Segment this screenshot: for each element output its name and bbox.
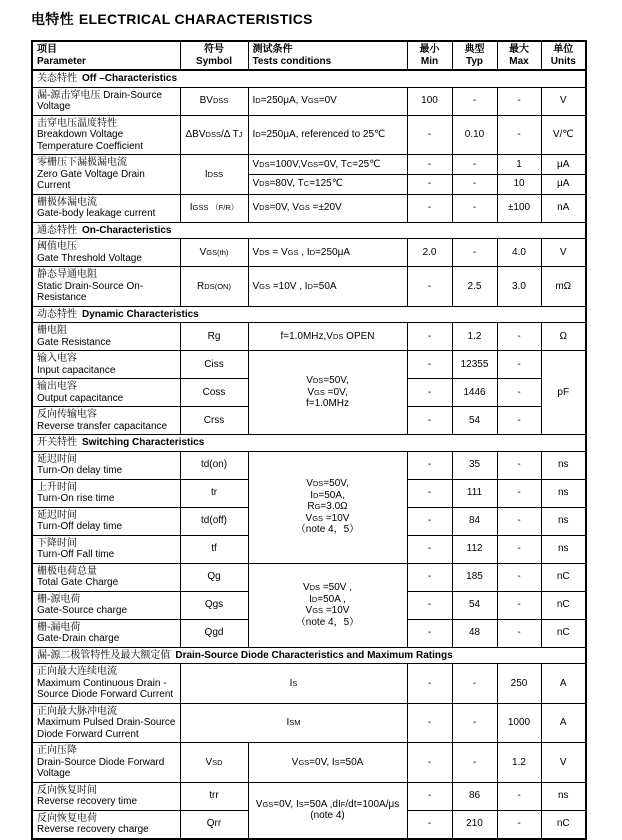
symbol-cell: IGSS （F/R）	[180, 194, 248, 222]
symbol-cell: VGS(th)	[180, 239, 248, 267]
conditions-cell: VDS =50V , ID=50A , VGS =10V （note 4，5）	[248, 563, 407, 647]
parameter-en: Gate Resistance	[37, 336, 111, 348]
typ-cell: 35	[452, 451, 497, 479]
parameter-zh: 上升时间	[37, 481, 77, 493]
parameter-cell	[32, 267, 180, 307]
min-cell: -	[407, 407, 452, 435]
header-units	[541, 41, 586, 70]
section-header	[32, 435, 586, 452]
symbol-cell: tr	[180, 479, 248, 507]
units-cell: A	[541, 664, 586, 704]
min-cell: -	[407, 810, 452, 839]
header-min-en: Min	[420, 55, 439, 67]
min-cell: -	[407, 451, 452, 479]
max-cell: -	[497, 591, 541, 619]
symbol-cell: Crss	[180, 407, 248, 435]
parameter-cell	[32, 535, 180, 563]
section-title-en: Off –Characteristics	[82, 73, 178, 84]
header-symbol-en: Symbol	[195, 55, 233, 67]
header-conditions-en: Tests conditions	[252, 55, 332, 67]
parameter-en: Gate-Source charge	[37, 605, 128, 616]
parameter-en: Reverse transfer capacitance	[37, 420, 168, 432]
min-cell: -	[407, 155, 452, 175]
min-cell: -	[407, 535, 452, 563]
parameter-cell	[32, 323, 180, 351]
max-cell: -	[497, 507, 541, 535]
max-cell: -	[497, 407, 541, 435]
parameter-zh: 反向恢复时间	[37, 784, 97, 796]
min-cell: -	[407, 782, 452, 810]
table-row	[32, 782, 586, 810]
parameter-en: Static Drain-Source On-Resistance	[37, 280, 144, 303]
parameter-en: Maximum Continuous Drain -Source Diode Forward Current	[37, 677, 174, 700]
units-cell: nA	[541, 194, 586, 222]
header-parameter	[32, 41, 180, 70]
parameter-zh: 栅极电荷总量	[37, 565, 97, 577]
parameter-en: Gate-body leakage current	[37, 208, 156, 219]
typ-cell: -	[452, 743, 497, 783]
parameter-cell	[32, 619, 180, 647]
parameter-en: Maximum Pulsed Drain-Source Diode Forward Current	[37, 717, 176, 740]
typ-cell: 48	[452, 619, 497, 647]
parameter-zh: 栅-源电荷	[37, 593, 81, 605]
symbol-cell: BVDSS	[180, 87, 248, 115]
parameter-en: Reverse recovery charge	[37, 824, 149, 835]
max-cell: 250	[497, 664, 541, 704]
symbol-cell: Qrr	[180, 810, 248, 839]
conditions-cell: VDS=0V, VGS =±20V	[248, 194, 407, 222]
parameter-zh: 输入电容	[37, 353, 77, 364]
units-cell: ns	[541, 451, 586, 479]
conditions-cell: VGS=0V, IS=50A ,dIF/dt=100A/μs (note 4)	[248, 782, 407, 839]
parameter-zh: 延迟时间	[37, 453, 77, 465]
max-cell: -	[497, 115, 541, 155]
section-title-zh: 漏-源二极管特性及最大额定值	[37, 649, 176, 661]
header-typ-zh: 典型	[464, 44, 485, 55]
parameter-zh: 零栅压下漏极漏电流	[37, 157, 127, 168]
section-row	[32, 647, 586, 664]
typ-cell: -	[452, 155, 497, 175]
units-cell: ns	[541, 535, 586, 563]
parameter-zh: 正向压降	[37, 745, 77, 756]
typ-cell: 54	[452, 407, 497, 435]
symbol-cell: Coss	[180, 379, 248, 407]
parameter-en: Gate Threshold Voltage	[37, 252, 142, 264]
units-cell: μA	[541, 174, 586, 194]
parameter-en: Zero Gate Voltage Drain Current	[37, 168, 145, 191]
max-cell: 3.0	[497, 267, 541, 307]
typ-cell: 86	[452, 782, 497, 810]
units-cell: ns	[541, 507, 586, 535]
units-cell: nC	[541, 810, 586, 839]
typ-cell: -	[452, 664, 497, 704]
symbol-cell: ISM	[180, 703, 407, 743]
max-cell: -	[497, 351, 541, 379]
max-cell: -	[497, 535, 541, 563]
units-cell: V	[541, 87, 586, 115]
min-cell: -	[407, 507, 452, 535]
typ-cell: 111	[452, 479, 497, 507]
max-cell: 1000	[497, 703, 541, 743]
parameter-en: Reverse recovery time	[37, 796, 138, 807]
section-header	[32, 647, 586, 664]
section-title-en: Dynamic Characteristics	[82, 308, 199, 320]
min-cell: -	[407, 743, 452, 783]
typ-cell: -	[452, 239, 497, 267]
parameter-cell	[32, 194, 180, 222]
parameter-cell	[32, 563, 180, 591]
table-header-row	[32, 41, 586, 70]
max-cell: 1	[497, 155, 541, 175]
header-symbol	[180, 41, 248, 70]
header-symbol-zh: 符号	[204, 44, 224, 55]
typ-cell: 112	[452, 535, 497, 563]
min-cell: -	[407, 379, 452, 407]
conditions-cell: VDS=80V, TC=125℃	[248, 174, 407, 194]
max-cell: -	[497, 451, 541, 479]
parameter-cell	[32, 810, 180, 839]
typ-cell: 185	[452, 563, 497, 591]
max-cell: -	[497, 810, 541, 839]
header-units-en: Units	[550, 55, 576, 67]
header-units-zh: 单位	[553, 44, 574, 55]
min-cell: -	[407, 664, 452, 704]
section-title-zh: 通态特性	[37, 224, 82, 236]
parameter-cell	[32, 743, 180, 783]
max-cell: 10	[497, 174, 541, 194]
table-row	[32, 267, 586, 307]
max-cell: -	[497, 782, 541, 810]
parameter-cell	[32, 591, 180, 619]
min-cell: -	[407, 591, 452, 619]
section-header	[32, 70, 586, 87]
conditions-cell: VGS=0V, IS=50A	[248, 743, 407, 783]
parameter-cell	[32, 479, 180, 507]
typ-cell: 1.2	[452, 323, 497, 351]
conditions-cell: f=1.0MHz,VDS OPEN	[248, 323, 407, 351]
typ-cell: 210	[452, 810, 497, 839]
parameter-en: Turn-On rise time	[37, 493, 115, 504]
section-row	[32, 306, 586, 323]
units-cell: nC	[541, 591, 586, 619]
section-row	[32, 222, 586, 239]
parameter-en: Breakdown Voltage Temperature Coefficient	[37, 129, 143, 152]
min-cell: -	[407, 619, 452, 647]
units-cell: mΩ	[541, 267, 586, 307]
max-cell: -	[497, 87, 541, 115]
min-cell: -	[407, 703, 452, 743]
section-title-en: On-Characteristics	[82, 224, 172, 236]
table-row	[32, 239, 586, 267]
max-cell: -	[497, 563, 541, 591]
parameter-en: Output capacitance	[37, 392, 124, 404]
typ-cell: -	[452, 703, 497, 743]
parameter-cell	[32, 507, 180, 535]
parameter-en: Total Gate Charge	[37, 577, 119, 588]
min-cell: -	[407, 115, 452, 155]
max-cell: -	[497, 619, 541, 647]
parameter-cell	[32, 87, 180, 115]
units-cell: nC	[541, 619, 586, 647]
parameter-cell	[32, 664, 180, 704]
table-row	[32, 664, 586, 704]
table-body	[32, 70, 586, 839]
parameter-cell	[32, 703, 180, 743]
section-title-zh: 关态特性	[37, 73, 82, 84]
units-cell: ns	[541, 782, 586, 810]
header-min	[407, 41, 452, 70]
typ-cell: 54	[452, 591, 497, 619]
parameter-zh: 阈值电压	[37, 241, 77, 252]
parameter-zh: 漏-源击穿电压	[37, 89, 104, 101]
header-max-en: Max	[509, 55, 529, 67]
parameter-cell	[32, 407, 180, 435]
min-cell: -	[407, 174, 452, 194]
max-cell: -	[497, 379, 541, 407]
parameter-cell	[32, 155, 180, 195]
typ-cell: -	[452, 194, 497, 222]
table-row	[32, 194, 586, 222]
min-cell: -	[407, 194, 452, 222]
min-cell: 2.0	[407, 239, 452, 267]
parameter-zh: 栅电阻	[37, 325, 67, 336]
parameter-zh: 输出电容	[37, 381, 77, 392]
conditions-cell: ID=250μA, VGS=0V	[248, 87, 407, 115]
symbol-cell: trr	[180, 782, 248, 810]
parameter-en: Gate-Drain charge	[37, 633, 120, 644]
section-row	[32, 435, 586, 452]
symbol-cell: td(off)	[180, 507, 248, 535]
table-row	[32, 115, 586, 155]
parameter-en: Drain-Source Voltage	[37, 89, 163, 112]
parameter-cell	[32, 782, 180, 810]
table-row	[32, 351, 586, 379]
header-parameter-zh: 项目	[37, 44, 57, 55]
units-cell: pF	[541, 351, 586, 435]
parameter-zh: 栅-漏电荷	[37, 621, 81, 633]
parameter-zh: 反向传输电容	[37, 409, 97, 420]
min-cell: -	[407, 323, 452, 351]
max-cell: 4.0	[497, 239, 541, 267]
header-max-zh: 最大	[509, 44, 529, 55]
units-cell: ns	[541, 479, 586, 507]
parameter-zh: 正向最大脉冲电流	[37, 705, 117, 717]
conditions-cell: VDS=50V, VGS =0V, f=1.0MHz	[248, 351, 407, 435]
symbol-cell: Qgs	[180, 591, 248, 619]
electrical-characteristics-table	[31, 40, 587, 840]
parameter-zh: 反向恢复电荷	[37, 812, 97, 824]
header-conditions	[248, 41, 407, 70]
header-typ	[452, 41, 497, 70]
min-cell: -	[407, 479, 452, 507]
table-row	[32, 563, 586, 591]
units-cell: Ω	[541, 323, 586, 351]
units-cell: μA	[541, 155, 586, 175]
parameter-cell	[32, 239, 180, 267]
header-max	[497, 41, 541, 70]
section-row	[32, 70, 586, 87]
symbol-cell: IDSS	[180, 155, 248, 195]
symbol-cell: Qgd	[180, 619, 248, 647]
parameter-zh: 击穿电压温度特性	[37, 117, 117, 129]
parameter-zh: 下降时间	[37, 537, 77, 549]
parameter-cell	[32, 379, 180, 407]
section-title-zh: 开关特性	[37, 437, 82, 448]
table-row	[32, 87, 586, 115]
section-title-zh: 动态特性	[37, 308, 82, 320]
conditions-cell: VDS = VGS , ID=250μA	[248, 239, 407, 267]
parameter-cell	[32, 115, 180, 155]
min-cell: -	[407, 267, 452, 307]
parameter-zh: 栅极体漏电流	[37, 196, 97, 208]
conditions-cell: VDS=100V,VGS=0V, TC=25℃	[248, 155, 407, 175]
table-row	[32, 743, 586, 783]
min-cell: 100	[407, 87, 452, 115]
parameter-en: Input capacitance	[37, 364, 116, 376]
page-title-zh: 电特性	[31, 11, 74, 27]
units-cell: nC	[541, 563, 586, 591]
typ-cell: 1446	[452, 379, 497, 407]
symbol-cell: ΔBVDSS/Δ TJ	[180, 115, 248, 155]
symbol-cell: td(on)	[180, 451, 248, 479]
section-title-en: Switching Characteristics	[82, 437, 205, 448]
section-header	[32, 306, 586, 323]
min-cell: -	[407, 351, 452, 379]
table-row	[32, 323, 586, 351]
parameter-en: Turn-On delay time	[37, 465, 123, 476]
max-cell: ±100	[497, 194, 541, 222]
symbol-cell: VSD	[180, 743, 248, 783]
units-cell: V/℃	[541, 115, 586, 155]
parameter-cell	[32, 351, 180, 379]
max-cell: -	[497, 323, 541, 351]
min-cell: -	[407, 563, 452, 591]
symbol-cell: Qg	[180, 563, 248, 591]
symbol-cell: Rg	[180, 323, 248, 351]
conditions-cell: VGS =10V , ID=50A	[248, 267, 407, 307]
header-conditions-zh: 测试条件	[252, 44, 293, 55]
section-header	[32, 222, 586, 239]
conditions-cell: VDS=50V, ID=50A, RG=3.0Ω VGS =10V （note 4，5）	[248, 451, 407, 563]
page-title-en: ELECTRICAL CHARACTERISTICS	[78, 11, 313, 27]
conditions-cell: ID=250μA, referenced to 25℃	[248, 115, 407, 155]
units-cell: A	[541, 703, 586, 743]
parameter-en: Turn-Off Fall time	[37, 549, 115, 560]
parameter-zh: 静态导通电阻	[37, 269, 97, 280]
symbol-cell: tf	[180, 535, 248, 563]
typ-cell: -	[452, 174, 497, 194]
units-cell: V	[541, 743, 586, 783]
parameter-en: Drain-Source Diode Forward Voltage	[37, 756, 165, 779]
table-row	[32, 703, 586, 743]
symbol-cell: RDS(ON)	[180, 267, 248, 307]
parameter-en: Turn-Off delay time	[37, 521, 123, 532]
table-row	[32, 155, 586, 175]
units-cell: V	[541, 239, 586, 267]
page-title	[31, 9, 622, 29]
symbol-cell: Ciss	[180, 351, 248, 379]
typ-cell: -	[452, 87, 497, 115]
parameter-zh: 正向最大连续电流	[37, 666, 117, 677]
typ-cell: 84	[452, 507, 497, 535]
max-cell: 1.2	[497, 743, 541, 783]
typ-cell: 0.10	[452, 115, 497, 155]
header-parameter-en: Parameter	[37, 55, 86, 67]
header-typ-en: Typ	[465, 55, 484, 67]
parameter-cell	[32, 451, 180, 479]
header-min-zh: 最小	[419, 44, 440, 55]
parameter-zh: 延迟时间	[37, 509, 77, 521]
typ-cell: 2.5	[452, 267, 497, 307]
max-cell: -	[497, 479, 541, 507]
section-title-en: Drain-Source Diode Characteristics and Maximum Ratings	[175, 649, 453, 661]
table-row	[32, 451, 586, 479]
typ-cell: 12355	[452, 351, 497, 379]
symbol-cell: IS	[180, 664, 407, 704]
